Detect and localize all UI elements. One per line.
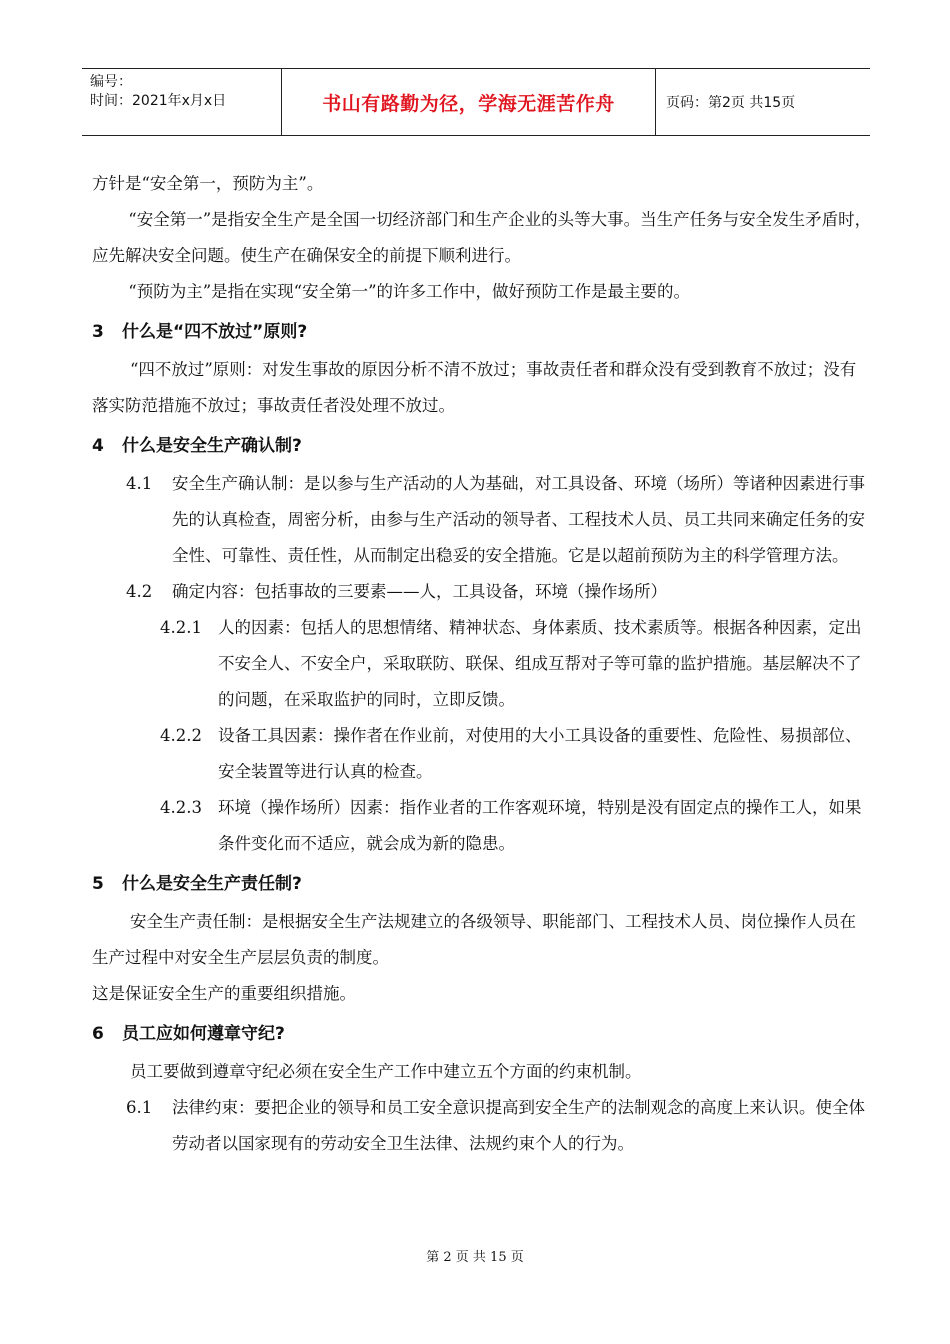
section-5-paragraph-1: 安全生产责任制：是根据安全生产法规建立的各级领导、职能部门、工程技术人员、岗位操作人员在生产过程中对安全生产层层负责的制度。 (92, 912, 856, 967)
section-4-2-2 (92, 718, 872, 790)
section-4-2-3 (92, 790, 872, 862)
page-header (82, 68, 870, 136)
section-4-2-1-number: 4.2.1 (160, 618, 202, 637)
section-4-2-number: 4.2 (126, 582, 153, 601)
section-4-heading (92, 428, 872, 464)
section-6-number: 6 (92, 1024, 104, 1044)
section-4-2-3-number: 4.2.3 (160, 798, 202, 817)
section-6-1-number: 6.1 (126, 1098, 153, 1117)
section-4-2-1 (92, 610, 872, 718)
section-4-2-2-text: 设备工具因素：操作者在作业前，对使用的大小工具设备的重要性、危险性、易损部位、安全装置等进行认真的检查。 (218, 726, 862, 781)
section-3-title: 什么是“四不放过”原则? (122, 322, 308, 342)
section-3-paragraph: “四不放过”原则：对发生事故的原因分析不清不放过；事故责任者和群众没有受到教育不放过；没有落实防范措施不放过；事故责任者没处理不放过。 (92, 360, 857, 415)
document-body (92, 166, 872, 1162)
section-4-2-1-text: 人的因素：包括人的思想情绪、精神状态、身体素质、技术素质等。根据各种因素，定出不安全人、不安全户，采取联防、联保、组成互帮对子等可靠的监护措施。基层解决不了的问题，在采取监护的同时，立即反馈。 (218, 618, 862, 709)
section-5-title: 什么是安全生产责任制? (122, 874, 302, 894)
section-6-1 (92, 1090, 872, 1162)
header-date: 时间：2021年x月x日 (90, 93, 227, 109)
page-footer: 第 2 页 共 15 页 (426, 1250, 524, 1265)
header-motto: 书山有路勤为径，学海无涯苦作舟 (282, 69, 656, 135)
section-4-number: 4 (92, 436, 104, 456)
section-5-heading (92, 866, 872, 902)
header-meta (82, 69, 282, 135)
section-5-paragraph-2: 这是保证安全生产的重要组织措施。 (92, 984, 356, 1003)
paragraph-safety-first: “安全第一”是指安全生产是全国一切经济部门和生产企业的头等大事。当生产任务与安全发生矛盾时，应先解决安全问题。使生产在确保安全的前提下顺利进行。 (92, 210, 872, 265)
header-number: 编号： (90, 74, 132, 90)
section-6-paragraph: 员工要做到遵章守纪必须在安全生产工作中建立五个方面的约束机制。 (129, 1062, 642, 1081)
section-6-heading (92, 1016, 872, 1052)
paragraph-intro: 方针是“安全第一，预防为主”。 (92, 174, 324, 193)
section-6-1-text: 法律约束：要把企业的领导和员工安全意识提高到安全生产的法制观念的高度上来认识。使全体劳动者以国家现有的劳动安全卫生法律、法规约束个人的行为。 (172, 1098, 865, 1153)
paragraph-prevention: “预防为主”是指在实现“安全第一”的许多工作中，做好预防工作是最主要的。 (128, 282, 691, 301)
section-5-number: 5 (92, 874, 104, 894)
section-4-1-number: 4.1 (126, 474, 153, 493)
section-4-title: 什么是安全生产确认制? (122, 436, 302, 456)
header-page: 页码：第2页 共15页 (666, 95, 796, 111)
section-4-2-text: 确定内容：包括事故的三要素——人，工具设备，环境（操作场所） (172, 582, 667, 601)
section-4-2-2-number: 4.2.2 (160, 726, 202, 745)
section-4-1-text: 安全生产确认制：是以参与生产活动的人为基础，对工具设备、环境（场所）等诸种因素进行事先的认真检查，周密分析，由参与生产活动的领导者、工程技术人员、员工共同来确定任务的安全性、可靠性、责任性，从而制定出稳妥的安全措施。它是以超前预防为主的科学管理方法。 (172, 474, 865, 565)
section-4-2-3-text: 环境（操作场所）因素：指作业者的工作客观环境，特别是没有固定点的操作工人，如果条件变化而不适应，就会成为新的隐患。 (218, 798, 862, 853)
section-4-1 (92, 466, 872, 574)
section-4-2 (92, 574, 872, 610)
section-3-heading (92, 314, 872, 350)
section-3-number: 3 (92, 322, 104, 342)
section-6-title: 员工应如何遵章守纪? (122, 1024, 285, 1044)
